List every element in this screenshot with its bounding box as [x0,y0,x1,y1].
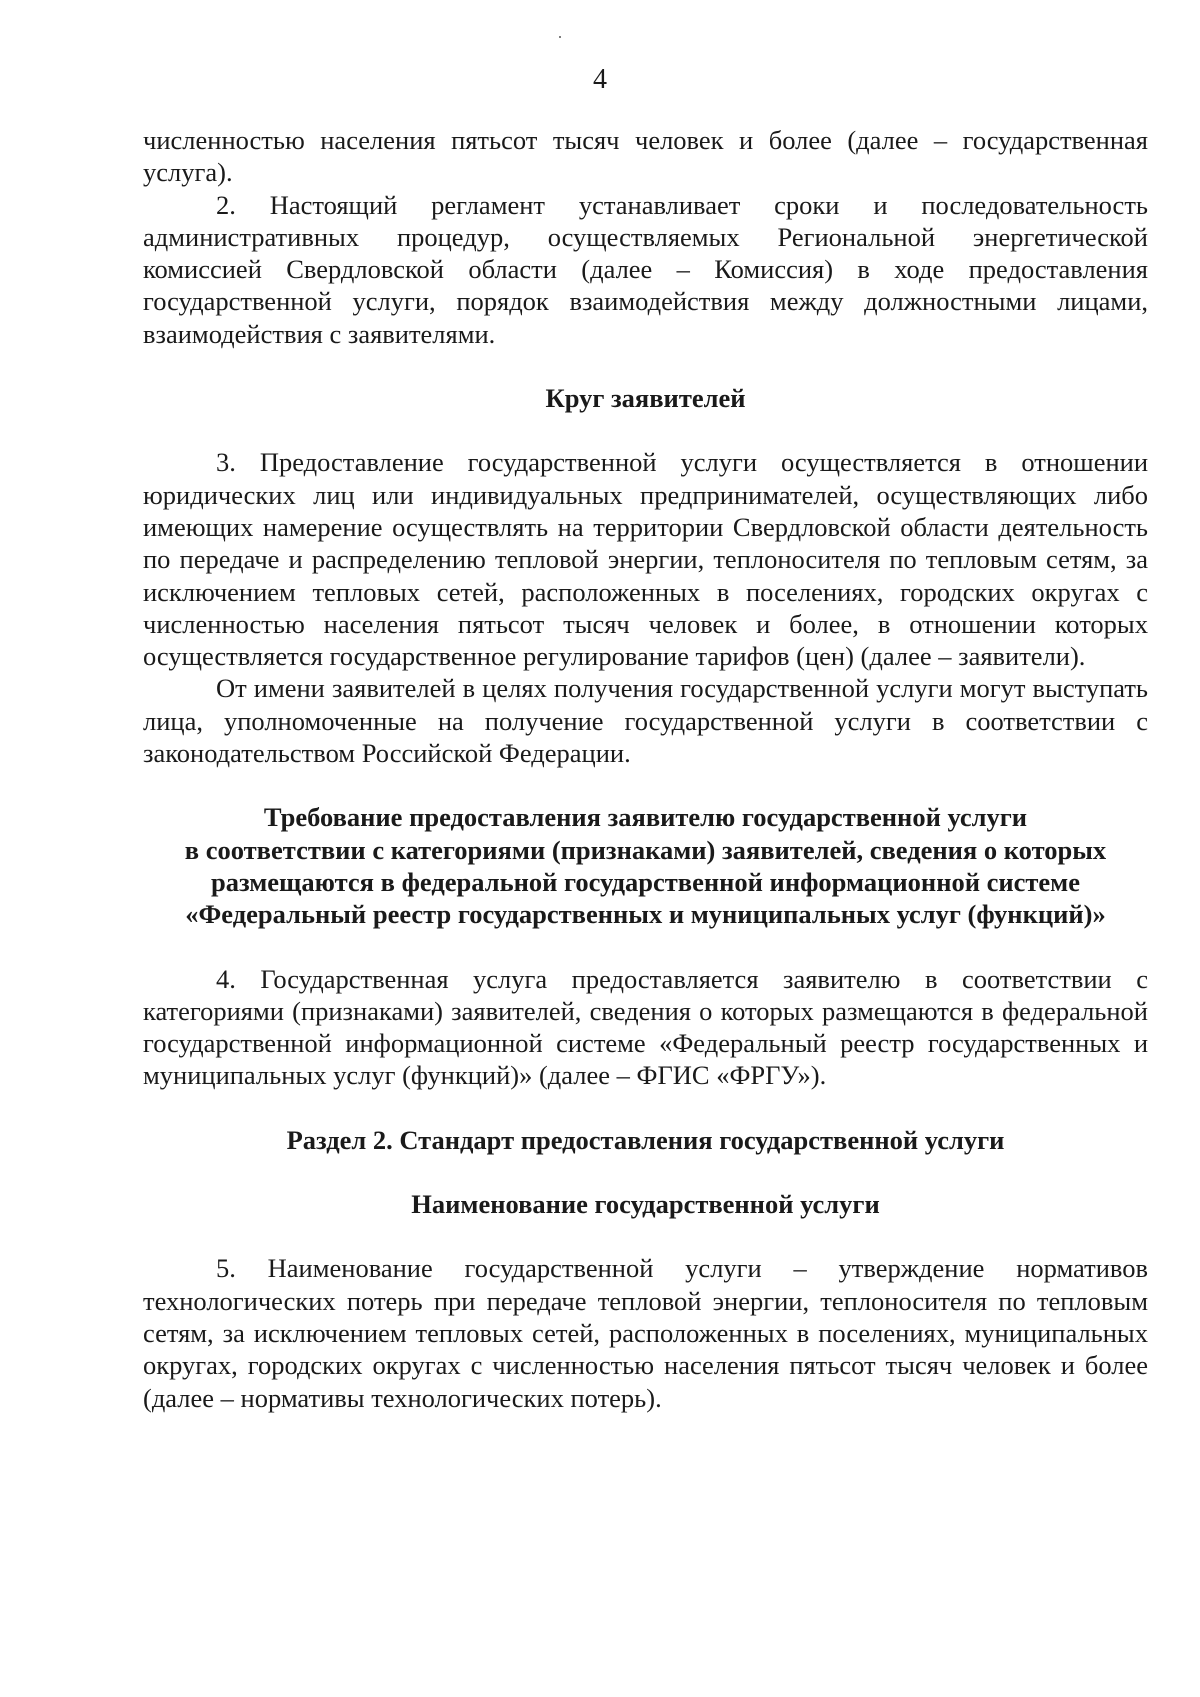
paragraph-4: 4. Государственная услуга предоставляется заявителю в соответствии с категориями (признаками) заявителей, сведения о которых размещаются в федеральной государственной информационной системе «Федеральный реестр государственных и муниципальных услуг (функций)» (далее – ФГИС «ФРГУ»). [143,963,1148,1091]
document-body [143,124,1148,1414]
heading-requirement-line-4: «Федеральный реестр государственных и муниципальных услуг (функций)» [185,899,1106,930]
heading-requirement-line-2: в соответствии с категориями (признаками) заявителей, сведения о которых [184,834,1107,865]
spacer [143,414,1148,446]
spacer [143,350,1148,382]
scan-speck [559,36,561,38]
heading-service-name: Наименование государственной услуги [411,1189,880,1220]
heading-requirement [143,801,1148,930]
paragraph-5: 5. Наименование государственной услуги – утверждение нормативов технологических потерь при передаче тепловой энергии, теплоносителя по тепловым сетям, за исключением тепловых сетей, расположенных в поселениях, муниципальных округах, городских округах с численностью населения пятьсот тысяч человек и более (далее – нормативы технологических потерь). [143,1253,1148,1413]
spacer [143,1092,1148,1124]
paragraph-3: 3. Предоставление государственной услуги осуществляется в отношении юридических лиц или индивидуальных предпринимателей, осуществляющих либо имеющих намерение осуществлять на территории Свердловской области деятельность по передаче и распределению тепловой энергии, теплоносителя по тепловым сетям, за исключением тепловых сетей, расположенных в поселениях, городских округах с численностью населения пятьсот тысяч человек и более, в отношении которых осуществляется государственное регулирование тарифов (цен) (далее – заявители). [143,447,1148,672]
heading-applicants: Круг заявителей [545,383,746,414]
spacer [143,1156,1148,1188]
page-number: 4 [593,64,607,95]
spacer [143,769,1148,801]
paragraph-3-continued: От имени заявителей в целях получения государственной услуги могут выступать лица, уполномоченные на получение государственной услуги в соответствии с законодательством Российской Федерации. [143,673,1148,769]
heading-section-2: Раздел 2. Стандарт предоставления государственной услуги [286,1124,1005,1155]
spacer [143,931,1148,963]
paragraph-2: 2. Настоящий регламент устанавливает сроки и последовательность административных процедур, осуществляемых Региональной энергетической комиссией Свердловской области (далее – Комиссия) в ходе предоставления государственной услуги, порядок взаимодействия между должностными лицами, взаимодействия с заявителями. [143,189,1148,349]
heading-requirement-line-1: Требование предоставления заявителю государственной услуги [263,802,1028,833]
paragraph-continuation: численностью населения пятьсот тысяч человек и более (далее – государственная услуга). [143,125,1148,188]
spacer [143,1220,1148,1252]
heading-requirement-line-3: размещаются в федеральной государственной информационной системе [210,866,1080,897]
